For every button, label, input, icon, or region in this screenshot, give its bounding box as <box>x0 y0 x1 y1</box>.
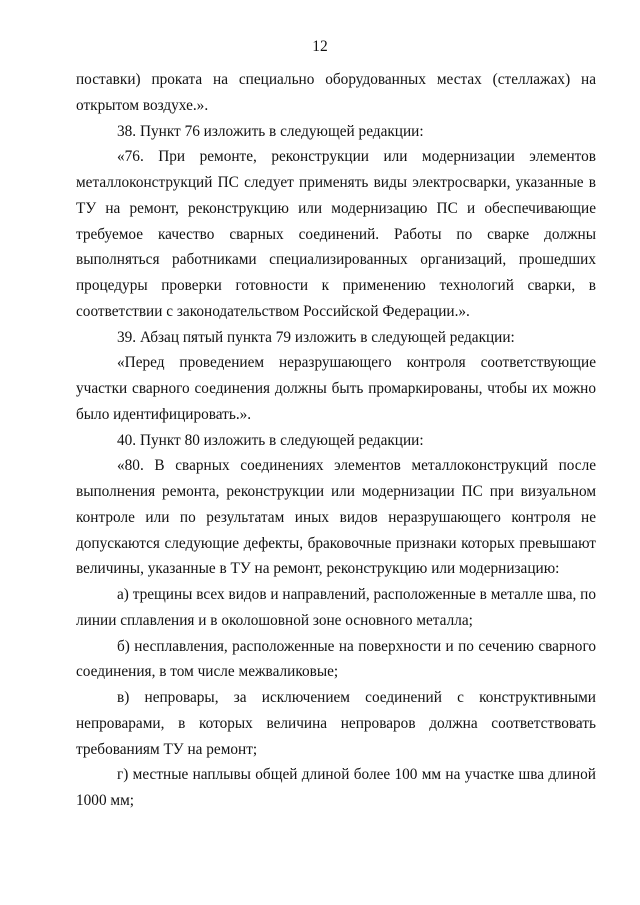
paragraph-item-40: 40. Пункт 80 изложить в следующей редакции: <box>117 431 424 449</box>
list-item-b: б) несплавления, расположенные на поверхности и по сечению сварного соединения, в том числе межваликовые; <box>76 637 596 681</box>
paragraph-item-39: 39. Абзац пятый пункта 79 изложить в следующей редакции: <box>117 328 515 346</box>
list-item-v: в) непровары, за исключением соединений с конструктивными непроварами, в которых величина непроваров должна соответствовать требованиям ТУ на ремонт; <box>76 689 596 758</box>
paragraph-continuation: поставки) проката на специально оборудованных местах (стеллажах) на открытом воздухе.». <box>76 71 596 114</box>
paragraph-point-79-text: «Перед проведением неразрушающего контроля соответствующие участки сварного соединения должны быть промаркированы, чтобы их можно было идентифицировать.». <box>76 354 596 423</box>
paragraph-point-80: «80. В сварных соединениях элементов металлоконструкций после выполнения ремонта, реконструкции или модернизации ПС при визуальном контроле или по результатам иных видов неразрушающего контроля не допускаются следующие дефекты, браковочные признаки которых превышают величины, указанные в ТУ на ремонт, реконструкцию или модернизацию: <box>76 457 596 578</box>
list-item-a: а) трещины всех видов и направлений, расположенные в металле шва, по линии сплавления и в околошовной зоне основного металла; <box>76 586 596 629</box>
page-number: 12 <box>312 38 328 55</box>
list-item-g: г) местные наплывы общей длиной более 100 мм на участке шва длиной 1000 мм; <box>76 766 596 809</box>
paragraph-item-38: 38. Пункт 76 изложить в следующей редакции: <box>117 122 424 140</box>
paragraph-point-76: «76. При ремонте, реконструкции или модернизации элементов металлоконструкций ПС следует применять виды электросварки, указанные в ТУ на ремонт, реконструкцию или модернизацию ПС и обеспечивающие требуемое качество сварных соединений. Работы по сварке должны выполняться работниками специализированных организаций, прошедших процедуры проверки готовности к применению технологий сварки, в соответствии с законодательством Российской Федерации.». <box>76 148 596 320</box>
document-body <box>76 67 596 814</box>
